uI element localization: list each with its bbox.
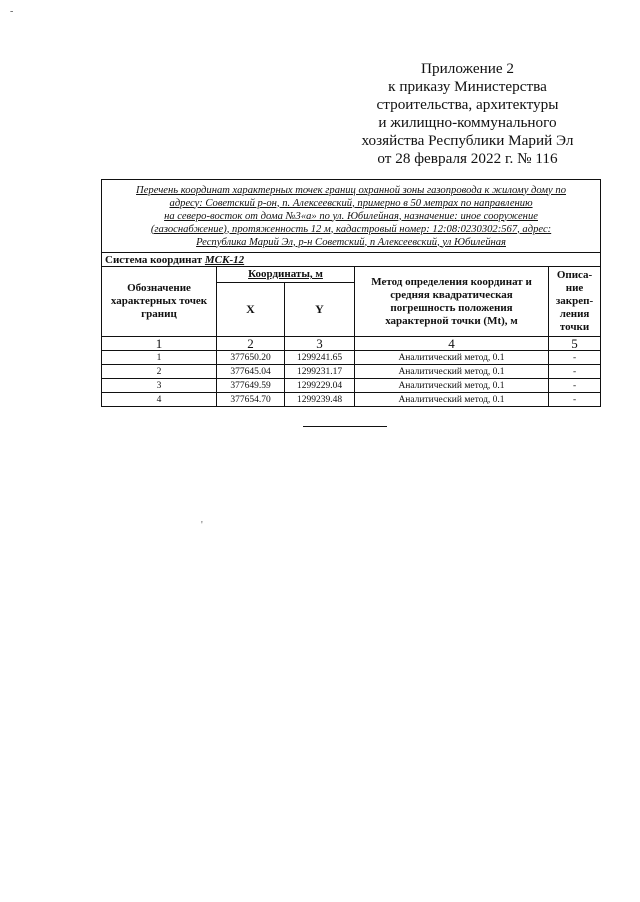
cell-method: Аналитический метод, 0.1 [355,393,549,407]
cell-point: 1 [102,351,217,365]
header-designation: Обозначение характерных точек границ [102,267,217,337]
cell-y: 1299241.65 [285,351,355,365]
header-y: Y [285,282,355,336]
cell-description: - [549,379,601,393]
cell-x: 377654.70 [217,393,285,407]
cell-y: 1299229.04 [285,379,355,393]
cell-y: 1299239.48 [285,393,355,407]
page-mark-middle: ' [201,520,203,531]
header-line: и жилищно-коммунального [378,114,557,131]
cell-y: 1299231.17 [285,365,355,379]
cell-method: Аналитический метод, 0.1 [355,351,549,365]
appendix-header [350,60,585,168]
header-line: строительства, архитектуры [376,96,559,113]
header-x: X [217,282,285,336]
column-number: 2 [217,337,285,351]
coordinate-system-value: МСК-12 [204,253,245,266]
title-line: адресу: Советский р-он, п. Алексеевский, примерно в 50 метрах по направлению [169,197,533,209]
title-line: на северо-восток от дома №3«а» по ул. Юбилейная, назначение: иное сооружение [164,210,538,222]
cell-description: - [549,393,601,407]
title-line: (газоснабжение), протяженность 12 м, кадастровый номер: 12:08:0230302:567, адрес: [150,223,552,235]
cell-description: - [549,365,601,379]
header-method: Метод определения координат и средняя квадратическая погрешность положения характерной точки (Mt), м [355,267,549,337]
header-line: от 28 февраля 2022 г. № 116 [377,150,558,167]
column-number: 4 [355,337,549,351]
header-line: хозяйства Республики Марий Эл [361,132,574,149]
title-line: Перечень координат характерных точек границ охранной зоны газопровода к жилому дому по [136,184,567,196]
cell-point: 2 [102,365,217,379]
column-number: 3 [285,337,355,351]
coordinates-table [101,179,601,407]
table-row [102,365,601,379]
cell-method: Аналитический метод, 0.1 [355,379,549,393]
coordinate-system-label: Система координат [105,253,205,266]
header-coordinates: Координаты, м [217,267,355,283]
table-row [102,393,601,407]
coordinate-system [102,253,601,267]
table-title [102,180,601,253]
closing-line [303,426,387,427]
column-number: 5 [549,337,601,351]
cell-x: 377649.59 [217,379,285,393]
page-mark-top: - [10,6,14,17]
cell-point: 4 [102,393,217,407]
header-description: Описа-ние закреп-ления точки [549,267,601,337]
cell-point: 3 [102,379,217,393]
table-row [102,379,601,393]
cell-x: 377650.20 [217,351,285,365]
table-row [102,351,601,365]
cell-x: 377645.04 [217,365,285,379]
cell-description: - [549,351,601,365]
column-number-row [102,337,601,351]
header-line: к приказу Министерства [388,78,547,95]
column-number: 1 [102,337,217,351]
title-line: Республика Марий Эл, р-н Советский, п Алексеевский, ул Юбилейная [196,236,506,248]
cell-method: Аналитический метод, 0.1 [355,365,549,379]
header-line: Приложение 2 [421,60,514,77]
